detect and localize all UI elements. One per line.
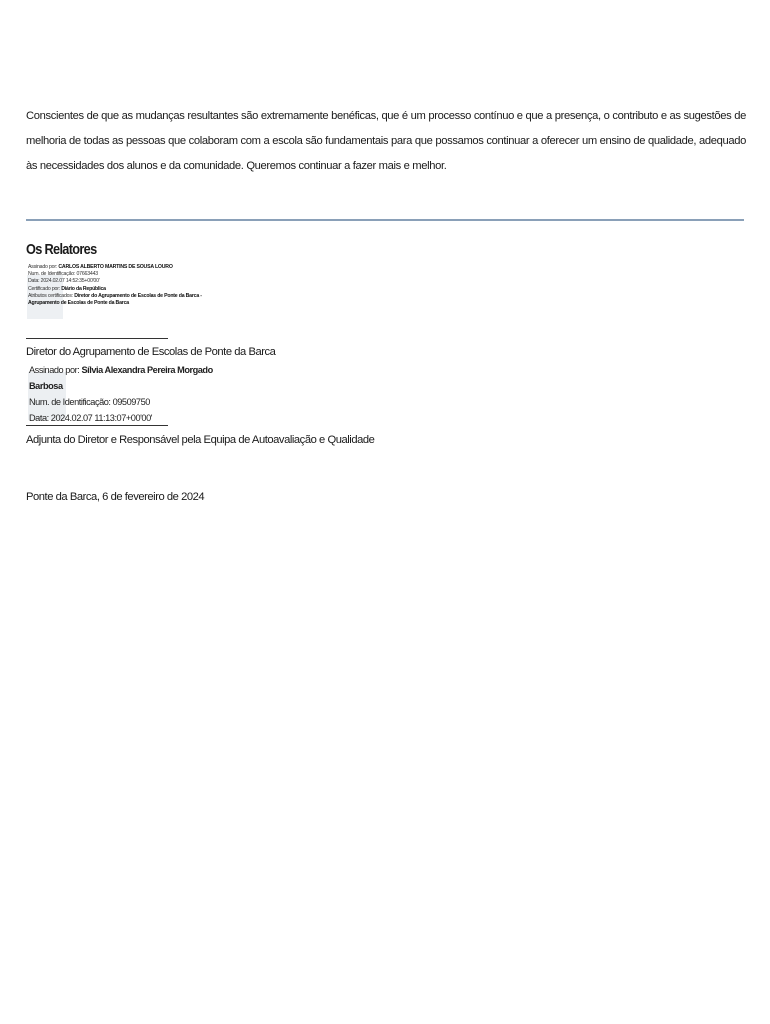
sig1-signer-name: CARLOS ALBERTO MARTINS DE SOUSA LOURO [58,264,173,270]
sig1-id: Num. de Identificação: 07663443 [28,271,98,278]
adjunta-title: Adjunta do Diretor e Responsável pela Equipa de Autoavaliação e Qualidade [26,434,375,446]
sig2-signer-name-2: Barbosa [29,381,63,391]
section-divider [26,219,744,221]
signature-line-1 [26,338,168,339]
sig1-attr-value-2: Agrupamento de Escolas de Ponte da Barca [28,300,129,307]
digital-signature-2 [29,362,213,426]
sig1-signed-by-label: Assinado por: [28,264,58,270]
conclusion-paragraph: Conscientes de que as mudanças resultantes são extremamente benéficas, que é um processo contínuo e que a presença, o contributo e as sugestões de melhoria de todas as pessoas que colaboram com a escola são fundamentais para que possamos continuar a oferecer um ensino de qualidade, adequado às necessidades dos alunos e da comunidade. Queremos continuar a fazer mais e melhor. [26,110,746,172]
signature-line-2 [26,425,168,426]
sig2-signed-by-label: Assinado por: [29,365,80,375]
place-and-date: Ponte da Barca, 6 de fevereiro de 2024 [26,491,205,503]
sig1-date: Data: 2024.02.07 14:52:35+00'00' [28,278,100,285]
sig1-cert-label: Certificado por: [28,285,60,292]
sig2-signer-name-1: Sílvia Alexandra Pereira Morgado [81,365,213,375]
sig1-attr-label: Atributos certificados: [28,292,73,299]
sig2-id: Num. de Identificação: 09509750 [29,397,150,407]
sig1-cert-value: Diário da República [61,285,106,292]
digital-signature-1 [28,264,202,307]
director-title: Diretor do Agrupamento de Escolas de Ponte da Barca [26,346,276,358]
sig1-attr-value-1: Diretor do Agrupamento de Escolas de Ponte da Barca - [74,292,202,299]
sig2-date: Data: 2024.02.07 11:13:07+00'00' [29,413,153,423]
relatores-heading: Os Relatores [26,241,97,258]
